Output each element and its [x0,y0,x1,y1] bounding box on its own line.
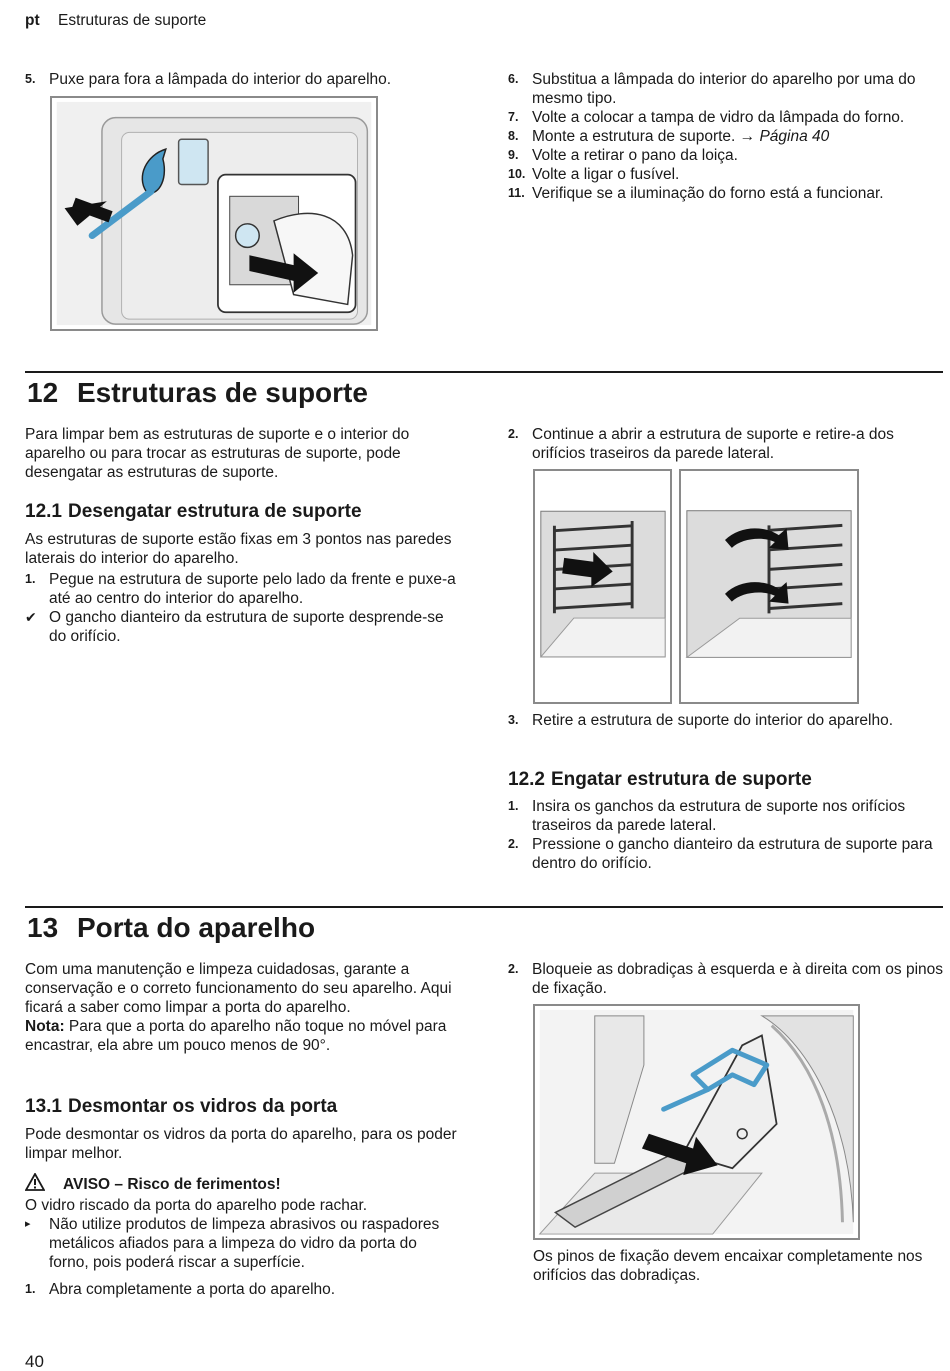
section-12-2-steps [508,797,943,873]
note [25,1017,455,1055]
section-title: Engatar estrutura de suporte [550,769,812,790]
hinge-figure [533,1004,860,1240]
step-number: 9. [508,148,519,162]
section-title: Desengatar estrutura de suporte [67,501,362,522]
chapter-intro: Com uma manutenção e limpeza cuidadosas, garante a conservação e o correto funcionamento do seu aparelho. Aqui ficará a saber como limpar a porta do aparelho. [25,961,452,1016]
chapter-12-heading [27,377,368,409]
step-text-main: Monte a estrutura de suporte. [532,128,740,145]
section-title: Desmontar os vidros da porta [67,1096,338,1117]
bullet-icon: ▸ [25,1218,31,1230]
step-number: 6. [508,72,519,86]
step-number: 5. [25,72,36,86]
hinge-caption: Os pinos de fixação devem encaixar completamente nos orifícios das dobradiças. [533,1248,923,1284]
list-item [508,184,943,203]
result-item [25,608,465,646]
step-text [532,127,943,146]
warning-bullet [25,1215,460,1272]
section-13-1-body [25,1125,460,1299]
step-text: Abra completamente a porta do aparelho. [49,1281,336,1298]
list-item [508,70,943,108]
step-text: Substitua a lâmpada do interior do aparelho por uma do mesmo tipo. [532,71,916,107]
step-number: 2. [508,962,519,976]
lamp-steps-left [25,70,465,89]
chapter-title: Porta do aparelho [77,912,316,943]
step-text: Pressione o gancho dianteiro da estrutura de suporte para dentro do orifício. [532,836,933,872]
chapter-title: Estruturas de suporte [77,377,368,408]
warning-heading [25,1173,460,1196]
shelf-figure-left [533,469,672,704]
step-text: Volte a retirar o pano da loiça. [532,147,738,164]
section-13-1-heading [25,1096,337,1118]
section-12-1-step3 [508,711,943,730]
list-item [25,570,465,608]
step-number: 2. [508,837,519,851]
list-item [508,146,943,165]
header-title: Estruturas de suporte [58,12,207,29]
note-text: Para que a porta do aparelho não toque no móvel para encastrar, ela abre um pouco menos de 90°. [25,1018,447,1054]
step-text: Bloqueie as dobradiças à esquerda e à direita com os pinos de fixação. [532,961,944,997]
step-number: 2. [508,427,519,441]
hinge-illustration [535,1006,858,1238]
warning-icon [25,1173,63,1196]
chapter-13-heading [27,912,315,944]
list-item [508,165,943,184]
step-number: 1. [25,572,36,586]
step-text: Retire a estrutura de suporte do interior do aparelho. [532,712,894,729]
list-item [508,835,943,873]
list-item [25,70,465,89]
section-number: 12.1 [25,501,62,522]
header-language: pt [25,12,40,29]
step-text: Volte a colocar a tampa de vidro da lâmpada do forno. [532,109,905,126]
section-number: 13.1 [25,1096,62,1117]
note-label: Nota: [25,1018,65,1035]
step-number: 1. [25,1282,36,1296]
list-item [508,711,943,730]
list-item [25,1280,460,1299]
shelf-figure-right [679,469,859,704]
section-13-1-step2 [508,960,943,998]
chapter-number: 13 [27,912,59,943]
step-number: 7. [508,110,519,124]
step-text: Verifique se a iluminação do forno está a funcionar. [532,185,884,202]
list-item [508,960,943,998]
check-icon: ✔ [25,609,37,625]
section-number: 12.2 [508,769,545,790]
section-12-2-heading [508,769,812,791]
step-text: Pegue na estrutura de suporte pelo lado da frente e puxe-a até ao centro do interior do aparelho. [49,571,456,607]
step-text: Insira os ganchos da estrutura de suporte nos orifícios traseiros da parede lateral. [532,798,906,834]
step-number: 8. [508,129,519,143]
page-number: 40 [25,1352,44,1371]
step-text: Puxe para fora a lâmpada do interior do aparelho. [49,71,392,88]
step-text: Volte a ligar o fusível. [532,166,680,183]
page-link[interactable]: → Página 40 [739,128,830,145]
lamp-steps-right [508,70,943,203]
warning-title: AVISO – Risco de ferimentos! [63,1176,281,1193]
section-12-1-body [25,530,465,646]
chapter-13-rule [25,906,943,908]
list-item [508,797,943,835]
section-intro: As estruturas de suporte estão fixas em 3 pontos nas paredes laterais do interior do aparelho. [25,531,452,567]
list-item [508,425,943,463]
list-item [508,127,943,146]
list-item [508,108,943,127]
lamp-illustration [52,98,376,329]
section-12-1-heading [25,501,362,523]
chapter-number: 12 [27,377,59,408]
section-intro: Pode desmontar os vidros da porta do aparelho, para os poder limpar melhor. [25,1126,457,1162]
step-number: 11. [508,186,525,200]
section-12-1-step2 [508,425,943,463]
chapter-13-body [25,960,455,1055]
step-text: Continue a abrir a estrutura de suporte e retire-a dos orifícios traseiros da parede lateral. [532,426,894,462]
warning-text: O vidro riscado da porta do aparelho pode rachar. [25,1197,368,1214]
bullet-text: Não utilize produtos de limpeza abrasivos ou raspadores metálicos afiados para a limpeza do vidro da porta do forno, pois poderá riscar a superfície. [49,1216,440,1271]
lamp-removal-figure [50,96,378,331]
step-number: 10. [508,167,526,181]
step-number: 3. [508,713,519,727]
shelf-pull-illustration [535,471,670,702]
chapter-12-intro: Para limpar bem as estruturas de suporte e o interior do aparelho ou para trocar as estruturas de suporte, pode desengatar as estruturas de suporte. [25,426,410,481]
chapter-12-rule [25,371,943,373]
shelf-remove-illustration [681,471,857,702]
result-text: O gancho dianteiro da estrutura de suporte desprende-se do orifício. [49,609,444,645]
step-number: 1. [508,799,519,813]
